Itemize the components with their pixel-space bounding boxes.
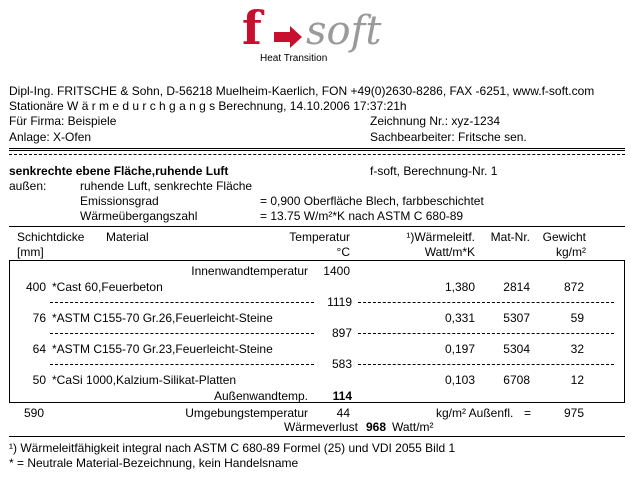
header-divider-2 [9,154,625,155]
heat-loss-label: Wärmeverlust [283,420,358,434]
layer-1-thickness: 400 [25,280,46,294]
aussen-label: außen: [9,179,47,193]
logo-soft: soft [306,8,382,54]
heat-loss-value: 968 [365,420,386,434]
layer-4-thickness: 50 [32,373,46,387]
logo-tagline: Heat Transition [260,53,328,64]
outer-temp-label: Außenwandtemp. [213,389,308,403]
inner-temp-label: Innenwandtemperatur [191,264,308,278]
waermeuebergang-value: = 13.75 W/m²*K nach ASTM C 680-89 [260,209,464,223]
layer-1-interface-temp: 1119 [327,295,352,309]
layer-2-divider-right [358,333,614,334]
layer-2-material: *ASTM C155-70 Gr.26,Feuerleicht-Steine [52,311,273,325]
layer-2-lambda: 0,331 [444,311,475,325]
layer-1-divider-left [50,302,314,303]
layer-2-matnr: 5307 [503,311,530,325]
col-waermeleit: ¹)Wärmeleitf. [406,230,475,244]
section-title: senkrechte ebene Fläche,ruhende Luft [9,164,229,178]
layer-4-material: *CaSi 1000,Kalzium-Silikat-Platten [52,373,237,387]
layer-3-thickness: 64 [32,342,46,356]
inner-temp-value: 1400 [323,264,350,278]
header-divider [9,148,625,151]
col-waermeleit-unit: Watt/m*K [424,245,475,259]
area-label: kg/m² Außenfl. [436,406,514,420]
calc-title-line: Stationäre W ä r m e d u r c h g a n g s Berechnung, 14.10.2006 17:37:21h [9,99,407,113]
zeichnung-line: Zeichnung Nr.: xyz-1234 [370,114,501,128]
layer-3-matnr: 5304 [503,342,530,356]
layer-1-divider-right [358,302,614,303]
ambient-value: 44 [336,406,350,420]
layer-2-weight: 59 [570,311,584,325]
heat-loss-unit: Watt/m² [392,420,434,434]
logo-f: f [242,6,262,55]
layer-2-thickness: 76 [32,311,46,325]
layer-2-divider-left [50,333,314,334]
sachbearbeiter-line: Sachbearbeiter: Fritsche sen. [370,130,527,144]
emission-label: Emissionsgrad [80,194,159,208]
layer-4-matnr: 6708 [503,373,530,387]
footnote-1: ¹) Wärmeleitfähigkeit integral nach ASTM C 680-89 Formel (25) und VDI 2055 Bild 1 [9,441,456,455]
col-matnr: Mat-Nr. [490,230,530,244]
col-schichtdicke: Schichtdicke [17,230,85,244]
table-left-border [9,260,10,402]
total-weight: 975 [563,406,584,420]
layer-3-weight: 32 [570,342,584,356]
col-temperatur: Temperatur [289,230,350,244]
col-mm: [mm] [17,245,44,259]
layer-1-lambda: 1,380 [444,280,475,294]
table-header-border [9,260,625,261]
table-top-border [9,226,625,227]
col-gewicht: Gewicht [542,230,586,244]
ambient-label: Umgebungstemperatur [185,406,308,420]
layer-3-interface-temp: 583 [331,357,352,371]
col-gewicht-unit: kg/m² [556,245,586,259]
layer-3-divider-right [358,364,614,365]
table-bottom-border [9,402,625,403]
emission-value: = 0,900 Oberfläche Blech, farbbeschichtet [260,194,484,208]
f-soft-logo [238,6,398,68]
layer-1-weight: 872 [563,280,584,294]
table-right-border [624,260,625,402]
waermeuebergang-label: Wärmeübergangszahl [80,209,198,223]
layer-1-matnr: 2814 [503,280,530,294]
footnote-2: * = Neutrale Material-Bezeichnung, kein Handelsname [9,456,299,470]
layer-3-lambda: 0,197 [444,342,475,356]
outer-temp-value: 114 [332,389,352,403]
logo-graphic [238,6,398,68]
layer-2-interface-temp: 897 [331,326,352,340]
calc-number: f-soft, Berechnung-Nr. 1 [370,164,498,178]
aussen-value: ruhende Luft, senkrechte Fläche [80,179,253,193]
col-material: Material [106,230,149,244]
layer-3-divider-left [50,364,314,365]
layer-4-weight: 12 [570,373,584,387]
col-temp-unit: °C [336,245,350,259]
arrow-icon [274,26,302,48]
layer-3-material: *ASTM C155-70 Gr.23,Feuerleicht-Steine [52,342,273,356]
company-line: Dipl-Ing. FRITSCHE & Sohn, D-56218 Muelheim-Kaerlich, FON +49(0)2630-8286, FAX -6251, www.f-soft.com [9,84,595,98]
layer-1-material: *Cast 60,Feuerbeton [52,280,163,294]
area-equals: = [524,406,532,420]
totals-divider [9,436,625,437]
layer-4-lambda: 0,103 [444,373,475,387]
anlage-line: Anlage: X-Ofen [9,130,92,144]
firma-line: Für Firma: Beispiele [9,114,117,128]
total-thickness: 590 [23,406,44,420]
